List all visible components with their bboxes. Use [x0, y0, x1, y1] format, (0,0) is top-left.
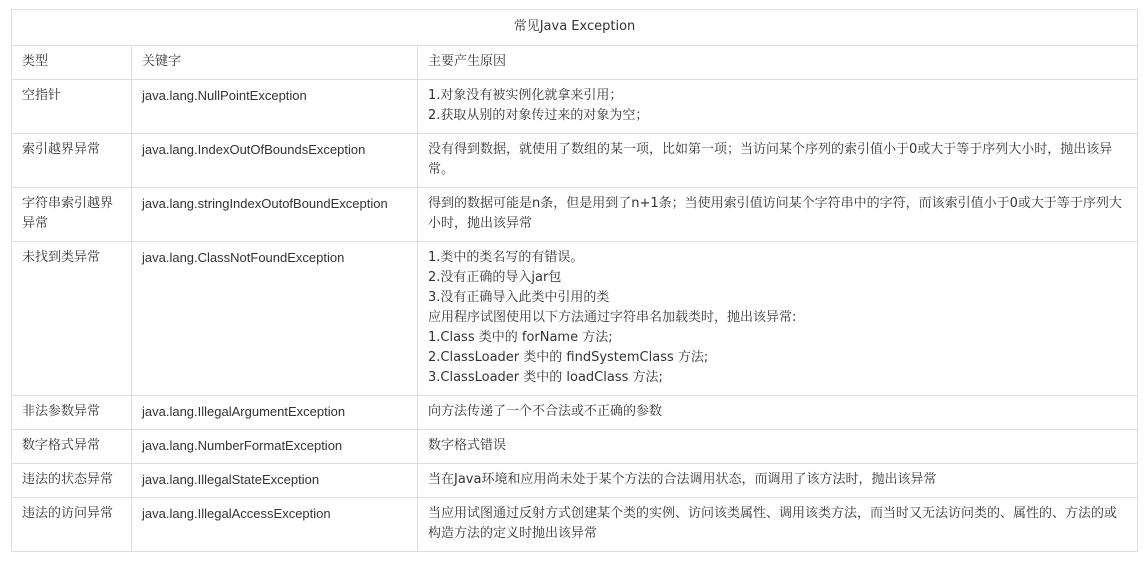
keyword-cell: java.lang.stringIndexOutofBoundException: [132, 188, 418, 242]
reason-line: 2.获取从别的对象传过来的对象为空；: [428, 108, 649, 123]
type-cell: 违法的状态异常: [12, 464, 132, 498]
reason-line: 1.Class 类中的 forName 方法;: [428, 330, 613, 345]
type-cell: 空指针: [12, 80, 132, 134]
reason-line: 2.没有正确的导入jar包: [428, 270, 562, 285]
keyword-cell: java.lang.IllegalAccessException: [132, 498, 418, 552]
type-cell: 数字格式异常: [12, 430, 132, 464]
keyword-cell: java.lang.ClassNotFoundException: [132, 242, 418, 396]
table-row: [12, 464, 1138, 498]
reason-line: 应用程序试图使用以下方法通过字符串名加载类时，抛出该异常:: [428, 310, 797, 325]
reason-cell: [418, 498, 1138, 552]
reason-line: 3.没有正确导入此类中引用的类: [428, 290, 610, 305]
reason-line: 当在Java环境和应用尚未处于某个方法的合法调用状态，而调用了该方法时，抛出该异常: [428, 472, 937, 487]
type-cell: 索引越界异常: [12, 134, 132, 188]
reason-cell: [418, 134, 1138, 188]
type-cell: 违法的访问异常: [12, 498, 132, 552]
reason-line: 没有得到数据，就使用了数组的某一项，比如第一项；当访问某个序列的索引值小于0或大于等于序列大小时，抛出该异常。: [428, 142, 1113, 177]
type-cell: 字符串索引越界异常: [12, 188, 132, 242]
table-row: [12, 80, 1138, 134]
table-row: [12, 188, 1138, 242]
keyword-cell: java.lang.NumberFormatException: [132, 430, 418, 464]
reason-line: 得到的数据可能是n条，但是用到了n+1条；当使用索引值访问某个字符串中的字符，而该索引值小于0或大于等于序列大小时，抛出该异常: [428, 196, 1122, 231]
exception-table: [11, 9, 1138, 552]
reason-cell: [418, 396, 1138, 430]
reason-line: 1.类中的类名写的有错误。: [428, 250, 584, 265]
reason-line: 当应用试图通过反射方式创建某个类的实例、访问该类属性、调用该类方法，而当时又无法访问类的、属性的、方法的或构造方法的定义时抛出该异常: [428, 506, 1118, 541]
type-cell: 非法参数异常: [12, 396, 132, 430]
header-reason: 主要产生原因: [418, 46, 1138, 80]
header-type: 类型: [12, 46, 132, 80]
keyword-cell: java.lang.IllegalArgumentException: [132, 396, 418, 430]
table-row: [12, 134, 1138, 188]
reason-cell: [418, 430, 1138, 464]
table-row: [12, 396, 1138, 430]
keyword-cell: java.lang.IndexOutOfBoundsException: [132, 134, 418, 188]
table-row: [12, 430, 1138, 464]
keyword-cell: java.lang.NullPointException: [132, 80, 418, 134]
header-keyword: 关键字: [132, 46, 418, 80]
reason-cell: [418, 188, 1138, 242]
reason-line: 2.ClassLoader 类中的 findSystemClass 方法;: [428, 350, 709, 365]
table-title: 常见Java Exception: [12, 10, 1138, 46]
header-row: [12, 46, 1138, 80]
title-row: [12, 10, 1138, 46]
keyword-cell: java.lang.IllegalStateException: [132, 464, 418, 498]
type-cell: 未找到类异常: [12, 242, 132, 396]
reason-line: 3.ClassLoader 类中的 loadClass 方法;: [428, 370, 663, 385]
reason-cell: [418, 464, 1138, 498]
table-row: [12, 498, 1138, 552]
reason-cell: [418, 242, 1138, 396]
reason-line: 1.对象没有被实例化就拿来引用；: [428, 88, 623, 103]
reason-cell: [418, 80, 1138, 134]
table-row: [12, 242, 1138, 396]
reason-line: 数字格式错误: [428, 438, 507, 453]
reason-line: 向方法传递了一个不合法或不正确的参数: [428, 404, 663, 419]
